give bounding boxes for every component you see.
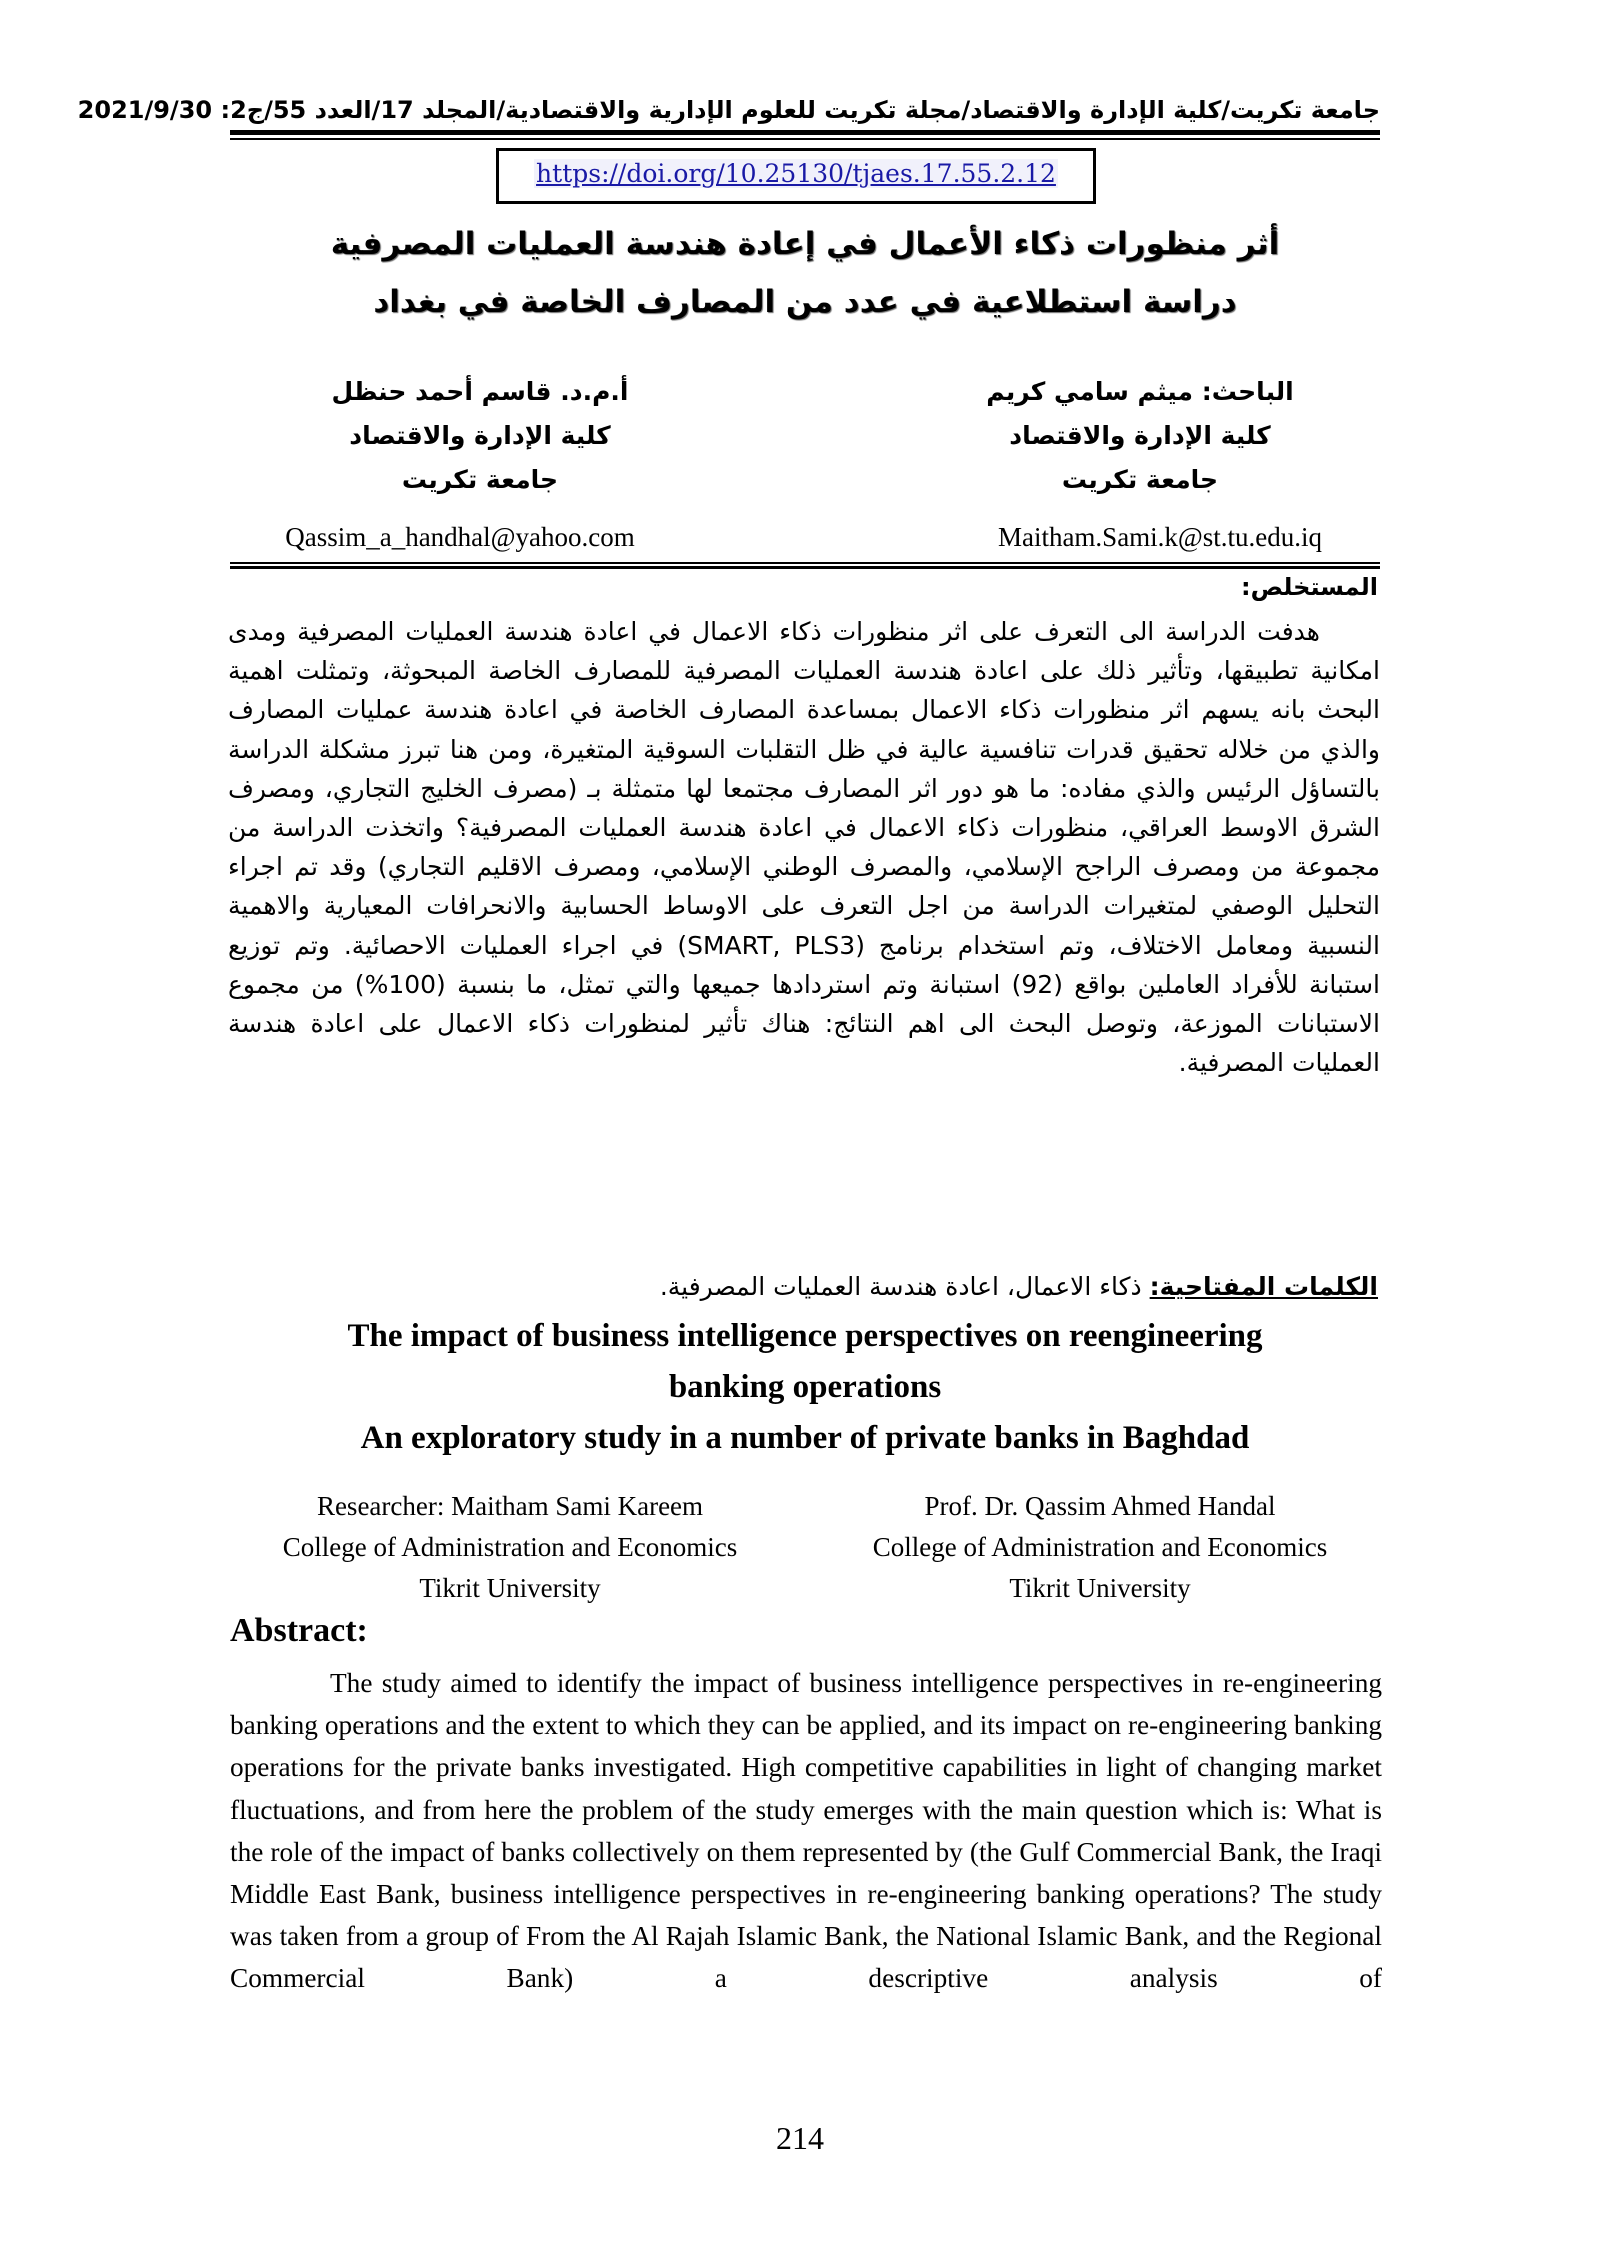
arabic-abstract-body: [228, 612, 1380, 1082]
arabic-title-line-1: أثر منظورات ذكاء الأعمال في إعادة هندسة العمليات المصرفية: [330, 226, 1280, 262]
english-title-line-2: banking operations: [668, 1369, 942, 1405]
author-university: جامعة تكريت: [1061, 465, 1219, 494]
keywords-label: الكلمات المفتاحية:: [1149, 1272, 1378, 1301]
author-university: Tikrit University: [419, 1573, 601, 1603]
author-name: Researcher: Maitham Sami Kareem: [316, 1491, 704, 1521]
author-1-email[interactable]: Maitham.Sami.k@st.tu.edu.iq: [997, 522, 1323, 552]
arabic-abstract-text: هدفت الدراسة الى التعرف على اثر منظورات ذكاء الاعمال في اعادة هندسة العمليات المصرفية ومدى امكانية تطبيقها، وتأثير ذلك على اعادة هندسة العمليات المصرفية للمصارف الخاصة المبحوثة، وتمثلت اهمية البحث بانه يسهم اثر منظورات ذكاء الاعمال بمساعدة المصارف الخاصة في اعادة هندسة عمليات المصارف والذي من خلاله تحقيق قدرات تنافسية عالية في ظل التقلبات السوقية المتغيرة، ومن هنا تبرز مشكلة الدراسة بالتساؤل الرئيس والذي مفاده: ما هو دور اثر المصارف مجتمعا لها متمثلة بـ (مصرف الخليج التجاري، ومصرف الشرق الاوسط العراقي، منظورات ذكاء الاعمال في اعادة هندسة العمليات المصرفية؟ واتخذت الدراسة من مجموعة من ومصرف الراجح الإسلامي، والمصرف الوطني الإسلامي، ومصرف الاقليم التجاري) وقد تم اجراء التحليل الوصفي لمتغيرات الدراسة من اجل التعرف على الاوساط الحسابية والانحرافات المعيارية والاهمية النسبية ومعامل الاختلاف، وتم استخدام برنامج (SMART, PLS3) في اجراء العمليات الاحصائية. وتم توزيع استبانة للأفراد العاملين بواقع (92) استبانة وتم استردادها جميعها والتي تمثل، ما بنسبة (100%) من مجموع الاستبانات الموزعة، وتوصل البحث الى اهم النتائج: هناك تأثير لمنظورات ذكاء الاعمال على اعادة هندسة العمليات المصرفية.: [228, 617, 1380, 1078]
arabic-author-1: [960, 370, 1320, 502]
page-number: 214: [776, 2120, 824, 2156]
author-college: College of Administration and Economics: [872, 1532, 1328, 1562]
author-college: College of Administration and Economics: [282, 1532, 738, 1562]
journal-running-header: جامعة تكريت/كلية الإدارة والاقتصاد/مجلة تكريت للعلوم الإدارية والاقتصادية/المجلد 17/العدد 55/ج2: 2021/9/30: [77, 96, 1380, 124]
keywords-text: ذكاء الاعمال، اعادة هندسة العمليات المصرفية.: [659, 1272, 1150, 1301]
author-college: كلية الإدارة والاقتصاد: [349, 421, 611, 450]
english-abstract-text: The study aimed to identify the impact of business intelligence perspectives in re-engineering banking operations and the extent to which they can be applied, and its impact on re-engineering banking operations for the private banks investigated. High competitive capabilities in light of changing market fluctuations, and from here the problem of the study emerges with the main question which is: What is the role of the impact of banks collectively on them represented by (the Gulf Commercial Bank, the Iraqi Middle East Bank, business intelligence perspectives in re-engineering banking operations? The study was taken from a group of From the Al Rajah Islamic Bank, the National Islamic Bank, and the Regional Commercial Bank) a descriptive analysis of: [230, 1668, 1382, 1994]
arabic-abstract-heading: المستخلص:: [1241, 573, 1378, 601]
arabic-keywords: [660, 1272, 1378, 1301]
english-title-line-1: The impact of business intelligence perspectives on reengineering: [347, 1318, 1263, 1354]
english-author-2: [840, 1486, 1360, 1609]
arabic-author-2: [300, 370, 660, 502]
section-divider-thick: [230, 566, 1380, 569]
english-author-1: [250, 1486, 770, 1609]
author-university: جامعة تكريت: [401, 465, 559, 494]
english-abstract-heading: Abstract:: [230, 1612, 368, 1649]
author-2-email[interactable]: Qassim_a_handhal@yahoo.com: [285, 522, 635, 552]
doi-link[interactable]: https://doi.org/10.25130/tjaes.17.55.2.12: [536, 159, 1056, 188]
arabic-title-line-2: دراسة استطلاعية في عدد من المصارف الخاصة في بغداد: [373, 284, 1237, 320]
author-name: Prof. Dr. Qassim Ahmed Handal: [924, 1491, 1276, 1521]
header-rule: [230, 130, 1380, 135]
author-name: الباحث: ميثم سامي كريم: [986, 377, 1294, 406]
author-college: كلية الإدارة والاقتصاد: [1009, 421, 1271, 450]
section-divider: [230, 562, 1380, 564]
doi-box: [496, 148, 1096, 204]
header-rule-thin: [230, 138, 1380, 140]
english-abstract-body: [230, 1662, 1382, 2000]
english-title-line-3: An exploratory study in a number of private banks in Baghdad: [360, 1420, 1250, 1456]
author-university: Tikrit University: [1009, 1573, 1191, 1603]
author-name: أ.م.د. قاسم أحمد حنظل: [331, 377, 629, 406]
